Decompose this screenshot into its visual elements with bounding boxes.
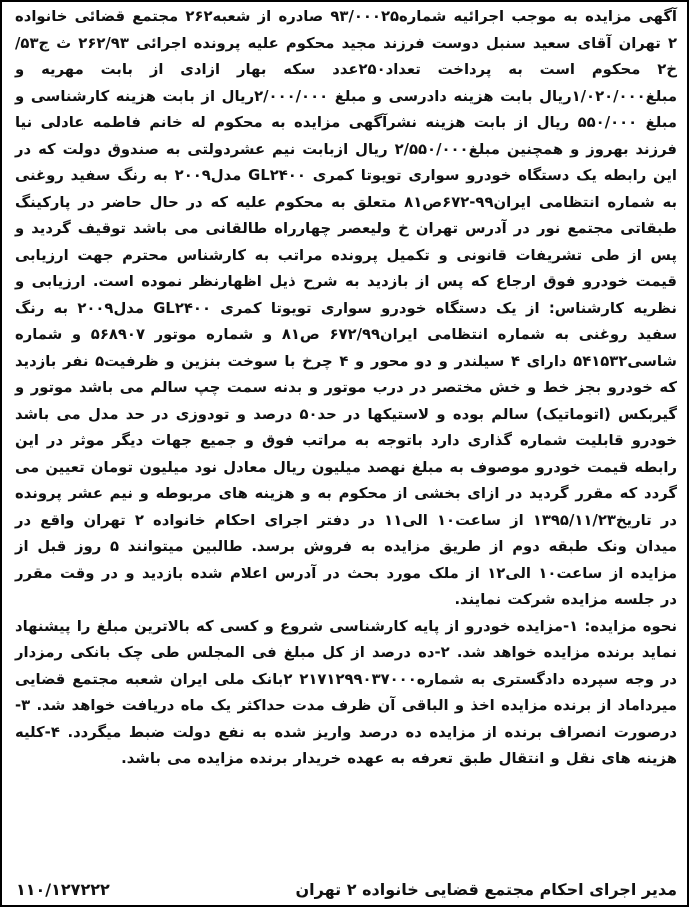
auction-notice-paragraph: آگهی مزایده به موجب اجرائیه شماره۹۳/۰۰۰۲۵ صادره از شعبه۲۶۲ مجتمع قضائی خانواده ۲ تهران آقای سعید سنبل دوست فرزند مجید محکوم علیه پرونده اجرائی ۲۶۲/۹۳ ث ج۵۳/خ۲ محکوم است به پرداخت تعداد۲۵۰عدد سکه بهار ازادی از بابت مهریه و مبلغ۱/۰۲۰/۰۰۰ریال بابت هزینه دادرسی و مبلغ ۲/۰۰۰/۰۰۰ریال از بابت هزینه کارشناسی و مبلغ ۵۵۰/۰۰۰ ریال از بابت هزینه نشرآگهی مزایده به محکوم له خانم فاطمه عادلی نیا فرزند بهروز و همچنین مبلغ۲/۵۵۰/۰۰۰ ریال ازبابت نیم عشردولتی به صندوق دولت که در این رابطه یک دستگاه خودرو سواری تویوتا کمری GL۲۴۰۰ مدل۲۰۰۹ به رنگ سفید روغنی به شماره انتظامی ایران۹۹-۶۷۲ص۸۱ متعلق به محکوم علیه که در حال حاضر در پارکینگ طبقاتی مجتمع نور در آدرس تهران خ ولیعصر چهارراه طالقانی می باشد توقیف گردید و پس از طی تشریفات قانونی و تکمیل پرونده مراتب به کارشناس محترم جهت ارزیابی قیمت خودرو فوق ارجاع که پس از بازدید به شرح ذیل اظهارنظر نموده است. ارزیابی و نظریه کارشناس: از یک دستگاه خودرو سواری تویوتا کمری GL۲۴۰۰ مدل۲۰۰۹ به رنگ سفید روغنی به شماره انتظامی ایران۶۷۲/۹۹ ص۸۱ و شماره موتور ۵۶۸۹۰۷ و شماره شاسی۵۴۱۵۳۲ دارای ۴ سیلندر و دو محور و ۴ چرخ با سوخت بنزین و ظرفیت۵ نفر بازدید که خودرو بجز خط و خش مختصر در درب موتور و بدنه سمت چپ سالم می باشد موتور و گیربکس (اتوماتیک) سالم بوده و لاستیکها در حد۵۰ درصد و تودوزی در حد مدل می باشد خودرو قابلیت شماره گذاری دارد باتوجه به مراتب فوق و جمیع جهات دیگر موثر در این رابطه قیمت خودرو موصوف به مبلغ نهصد میلیون ریال معادل نود میلیون تومان تعیین می گردد که مقرر گردید در ازای بخشی از محکوم به و هزینه های مربوطه و نیم عشر پرونده در تاریخ۱۳۹۵/۱۱/۲۳ از ساعت۱۰ الی۱۱ در دفتر اجرای احکام خانواده ۲ تهران واقع در میدان ونک طبقه دوم از طریق مزایده به فروش برسد. طالبین میتوانند ۵ روز قبل از مزایده از ساعت۱۰ الی۱۲ از ملک مورد بحث در آدرس اعلام شده بازدید و در وقت مقرر در جلسه مزایده شرکت نمایند.: [15, 8, 678, 608]
signature-line: مدیر اجرای احکام مجتمع قضایی خانواده ۲ تهران: [295, 880, 677, 899]
notice-body: [15, 4, 677, 773]
auction-terms-paragraph: نحوه مزایده: ۱-مزایده خودرو از پایه کارشناسی شروع و کسی که بالاترین مبلغ را پیشنهاد نماید برنده مزایده خواهد شد. ۲-ده درصد از کل مبلغ فی المجلس طی چک بانکی رمزدار در وجه سپرده دادگستری به شماره۲۱۷۱۲۹۹۰۳۷۰۰۰ ۲بانک ملی ایران شعبه مجتمع قضایی میرداماد از برنده مزایده اخذ و الباقی آن ظرف مدت حداکثر یک ماه دریافت خواهد شد. ۳-درصورت انصراف برنده از مزایده ده درصد واریز شده به نفع دولت ضبط میگردد. ۴-کلیه هزینه های نقل و انتقال طبق تعرفه به عهده خریدار برنده مزایده می باشد.: [15, 617, 678, 767]
notice-code: ۱۱۰/۱۲۷۲۲۲: [16, 880, 110, 899]
notice-footer: [16, 876, 677, 904]
